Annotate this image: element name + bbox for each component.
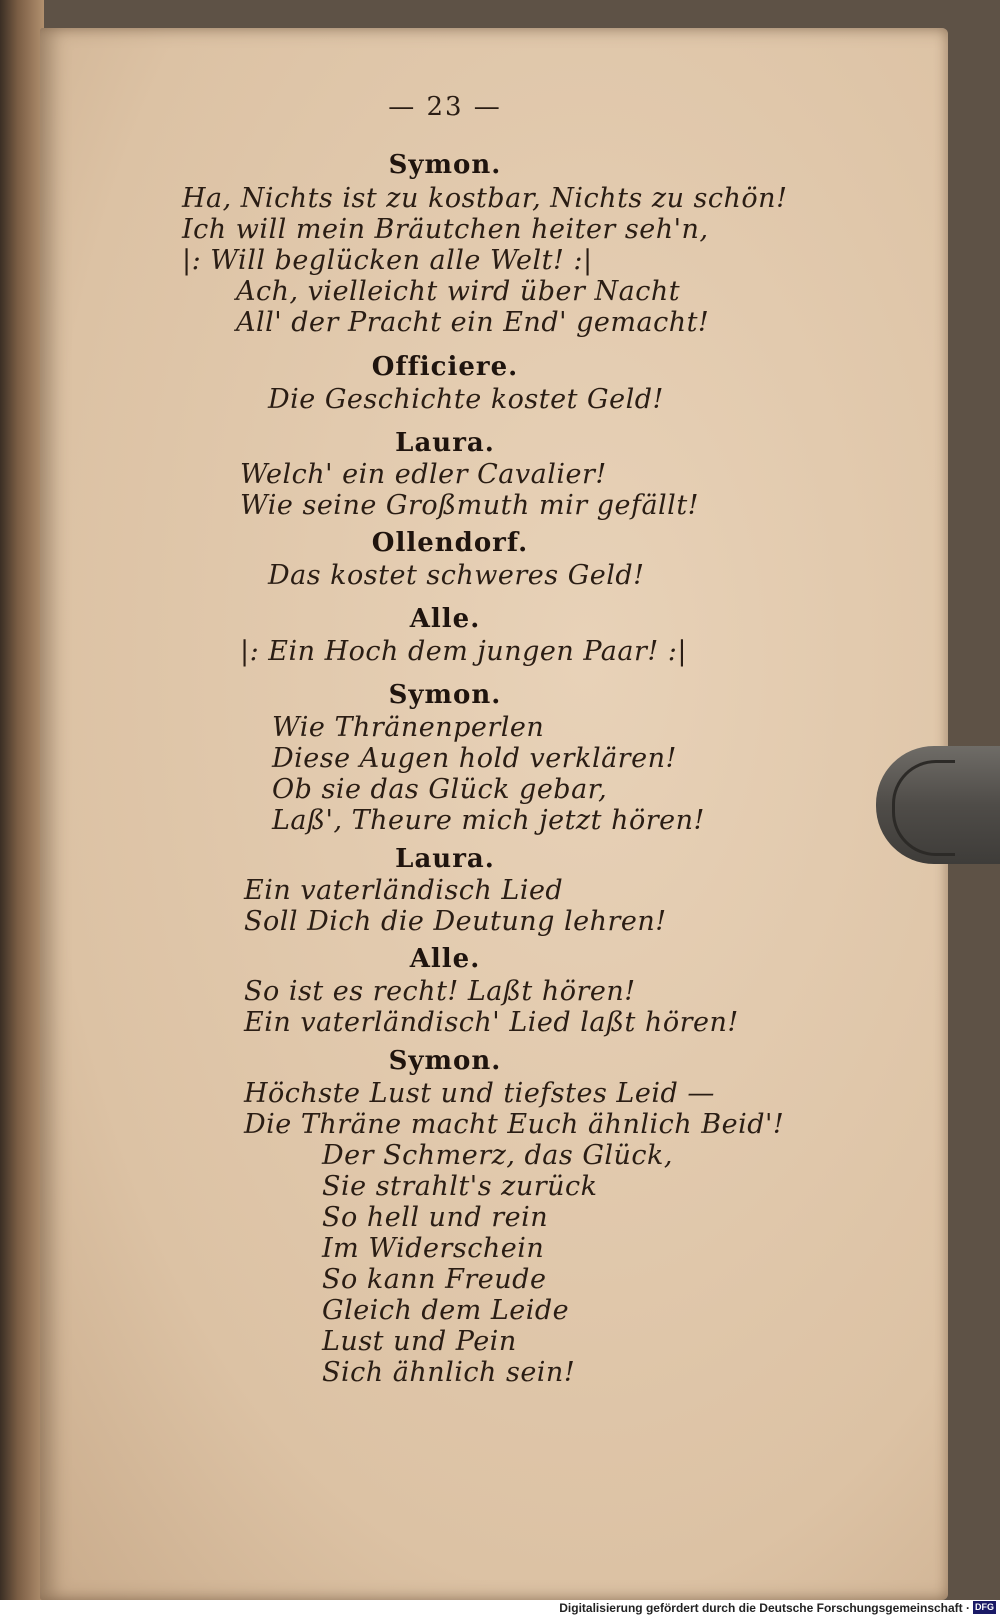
dfg-logo: DFG [975,1602,994,1613]
verse-line: Wie seine Großmuth mir gefällt! [240,490,700,521]
verse-line: Ich will mein Bräutchen heiter seh'n, [182,214,709,245]
verse-line: Diese Augen hold verklären! [272,743,677,774]
speaker-name: Laura. [395,844,495,874]
verse-line: Ha, Nichts ist zu kostbar, Nichts zu schön! [182,183,788,214]
footer-text: Digitalisierung gefördert durch die Deutsche Forschungsgemeinschaft · [559,1600,970,1615]
speaker-name: Symon. [388,680,502,710]
verse-line: Im Widerschein [322,1233,545,1264]
speaker-name: Laura. [395,428,495,458]
verse-line: |: Ein Hoch dem jungen Paar! :| [240,636,687,667]
speaker-name: Symon. [388,150,502,180]
verse-line: All' der Pracht ein End' gemacht! [236,307,710,338]
verse-line: Lust und Pein [322,1326,517,1357]
verse-line: Laß', Theure mich jetzt hören! [272,805,705,836]
page-clip-loop [892,760,955,856]
verse-line: Das kostet schweres Geld! [268,560,645,591]
verse-line: Die Geschichte kostet Geld! [268,384,664,415]
speaker-name: Alle. [409,604,481,634]
verse-line: Ob sie das Glück gebar, [272,774,608,805]
verse-line: Ein vaterländisch Lied [244,875,564,906]
verse-line: Gleich dem Leide [322,1295,570,1326]
verse-line: |: Will beglücken alle Welt! :| [182,245,593,276]
verse-line: Soll Dich die Deutung lehren! [244,906,667,937]
verse-line: Ach, vielleicht wird über Nacht [236,276,681,307]
verse-line: Sie strahlt's zurück [322,1171,598,1202]
footer-credit [0,1600,1000,1617]
verse-line: So kann Freude [322,1264,547,1295]
verse-line: So hell und rein [322,1202,549,1233]
verse-line: Welch' ein edler Cavalier! [240,459,607,490]
verse-line: Höchste Lust und tiefstes Leid — [244,1078,715,1109]
speaker-name: Alle. [409,944,481,974]
verse-line: Wie Thränenperlen [272,712,545,743]
page-number: — 23 — [388,92,502,122]
verse-line: Die Thräne macht Euch ähnlich Beid'! [244,1109,785,1140]
speaker-name: Officiere. [371,352,519,382]
verse-line: Sich ähnlich sein! [322,1357,576,1388]
left-page-edge [0,0,44,1600]
verse-line: Der Schmerz, das Glück, [322,1140,673,1171]
page-clip [876,746,1000,864]
verse-line: Ein vaterländisch' Lied laßt hören! [244,1007,739,1038]
speaker-name: Ollendorf. [371,528,529,558]
speaker-name: Symon. [388,1046,502,1076]
verse-line: So ist es recht! Laßt hören! [244,976,636,1007]
